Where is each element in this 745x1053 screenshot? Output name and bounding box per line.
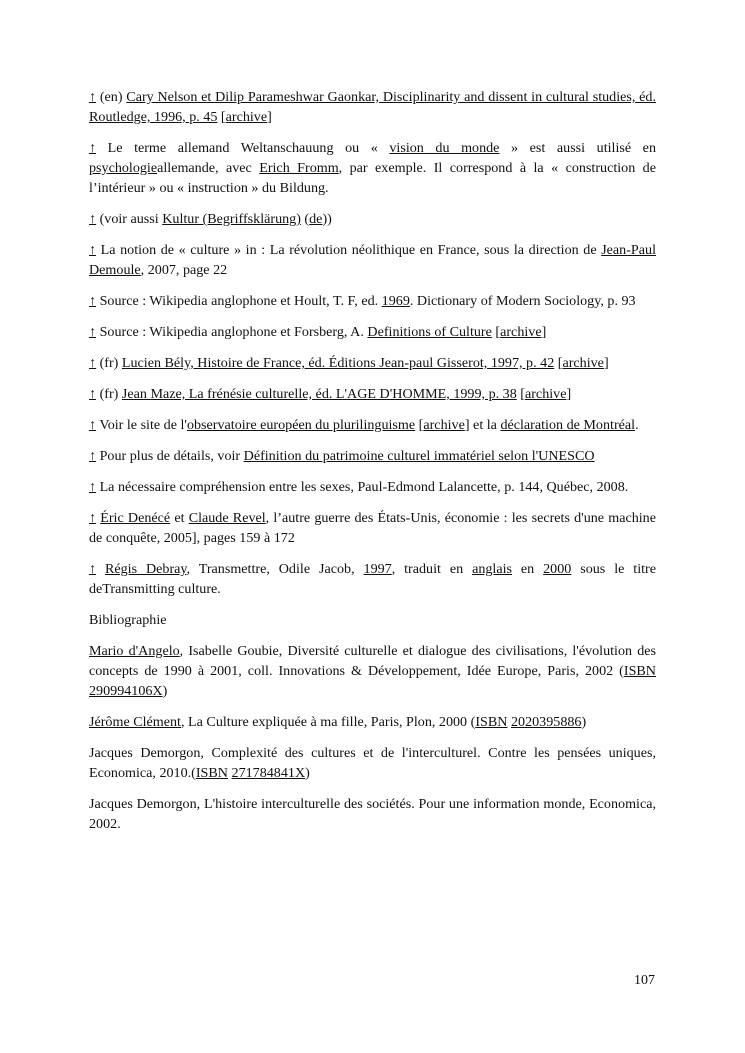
- eric-denece-link[interactable]: Éric Denécé: [100, 510, 171, 526]
- definitions-of-culture-link[interactable]: Definitions of Culture: [367, 324, 492, 340]
- footnote-7: ↑ (fr) Lucien Bély, Histoire de France, éd. Éditions Jean-paul Gisserot, 1997, p. 42 [archive]: [89, 355, 609, 371]
- back-arrow-link[interactable]: ↑: [89, 293, 97, 309]
- bib-entry-3: Jacques Demorgon, Complexité des cultures et de l'interculturel. Contre les pensées uniques, Economica, 2010.(ISBN 271784841X): [89, 745, 656, 781]
- regis-debray-link[interactable]: Régis Debray: [104, 561, 187, 577]
- year-1997-link[interactable]: 1997: [363, 561, 392, 577]
- back-arrow-link[interactable]: ↑: [89, 242, 97, 258]
- de-link[interactable]: de: [309, 211, 323, 227]
- reference-link[interactable]: Lucien Bély, Histoire de France, éd. Éditions Jean-paul Gisserot, 1997, p. 42: [121, 355, 555, 371]
- isbn-number-link[interactable]: 271784841X: [231, 765, 306, 781]
- footnote-1: ↑ (en) Cary Nelson et Dilip Parameshwar Gaonkar, Disciplinarity and dissent in cultural studies, éd. Routledge, 1996, p. 45 [archive]: [89, 89, 656, 125]
- anglais-link[interactable]: anglais: [472, 561, 512, 577]
- footnote-2: ↑ Le terme allemand Weltanschauung ou « vision du monde » est aussi utilisé en psychologieallemande, avec Erich Fromm, par exemple. Il correspond à la « construction de l’intérieur » ou « instruction » du Bildung.: [89, 140, 656, 196]
- back-arrow-link[interactable]: ↑: [89, 386, 97, 402]
- back-arrow-link[interactable]: ↑: [89, 510, 97, 526]
- back-arrow-link[interactable]: ↑: [89, 355, 97, 371]
- page-number: 107: [634, 973, 655, 988]
- isbn-link[interactable]: ISBN: [623, 663, 656, 679]
- back-arrow-link[interactable]: ↑: [89, 89, 97, 105]
- bib-entry-4: Jacques Demorgon, L'histoire interculturelle des sociétés. Pour une information monde, Economica, 2002.: [89, 796, 656, 832]
- bibliography-heading: Bibliographie: [89, 612, 167, 628]
- year-1969-link[interactable]: 1969: [381, 293, 410, 309]
- bib-entry-2: Jérôme Clément, La Culture expliquée à ma fille, Paris, Plon, 2000 (ISBN 2020395886): [89, 714, 587, 730]
- erich-fromm-link[interactable]: Erich Fromm: [259, 160, 339, 176]
- back-arrow-link[interactable]: ↑: [89, 561, 97, 577]
- back-arrow-link[interactable]: ↑: [89, 324, 97, 340]
- footnote-8: ↑ (fr) Jean Maze, La frénésie culturelle, éd. L'AGE D'HOMME, 1999, p. 38 [archive]: [89, 386, 572, 402]
- back-arrow-link[interactable]: ↑: [89, 417, 97, 433]
- year-2000-link[interactable]: 2000: [543, 561, 572, 577]
- footnote-4: ↑ La notion de « culture » in : La révolution néolithique en France, sous la direction de Jean-Paul Demoule, 2007, page 22: [89, 242, 656, 278]
- footnote-6: ↑ Source : Wikipedia anglophone et Forsberg, A. Definitions of Culture [archive]: [89, 324, 547, 340]
- back-arrow-link[interactable]: ↑: [89, 479, 97, 495]
- footnote-11: ↑ La nécessaire compréhension entre les sexes, Paul-Edmond Lalancette, p. 144, Québec, 2008.: [89, 479, 629, 495]
- footnote-12: ↑ Éric Denécé et Claude Revel, l’autre guerre des États-Unis, économie : les secrets d'une machine de conquête, 2005], pages 159 à 172: [89, 510, 656, 546]
- back-arrow-link[interactable]: ↑: [89, 211, 97, 227]
- mario-dangelo-link[interactable]: Mario d'Angelo: [89, 643, 180, 659]
- archive-link[interactable]: archive: [225, 109, 268, 125]
- footnote-10: ↑ Pour plus de détails, voir Définition du patrimoine culturel immatériel selon l'UNESCO: [89, 448, 595, 464]
- jerome-clement-link[interactable]: Jérôme Clément: [89, 714, 181, 730]
- isbn-number-link[interactable]: 2020395886: [510, 714, 582, 730]
- psychologie-link[interactable]: psychologie: [89, 160, 158, 176]
- archive-link[interactable]: archive: [423, 417, 465, 433]
- bib-entry-1: Mario d'Angelo, Isabelle Goubie, Diversité culturelle et dialogue des civilisations, l'évolution des concepts de 1990 à 2001, coll. Innovations & Développement, Idée Europe, Paris, 2002 (ISBN 290994106X): [89, 643, 656, 699]
- archive-link[interactable]: archive: [500, 324, 542, 340]
- page-content: [89, 87, 656, 845]
- observatoire-link[interactable]: observatoire européen du plurilinguisme: [186, 417, 416, 433]
- isbn-number-link[interactable]: 290994106X: [89, 683, 163, 699]
- jean-paul-demoule-link[interactable]: Jean-Paul Demoule: [89, 242, 656, 278]
- declaration-montreal-link[interactable]: déclaration de Montréal: [500, 417, 636, 433]
- reference-link[interactable]: Cary Nelson et Dilip Parameshwar Gaonkar, Disciplinarity and dissent in cultural studies, éd. Routledge, 1996, p. 45: [89, 89, 656, 125]
- archive-link[interactable]: archive: [562, 355, 604, 371]
- isbn-link[interactable]: ISBN: [475, 714, 508, 730]
- footnote-13: ↑ Régis Debray, Transmettre, Odile Jacob, 1997, traduit en anglais en 2000 sous le titre deTransmitting culture.: [89, 561, 656, 597]
- footnote-9: ↑ Voir le site de l'observatoire européen du plurilinguisme [archive] et la déclaration de Montréal.: [89, 417, 639, 433]
- kultur-link[interactable]: Kultur (Begriffsklärung): [162, 211, 301, 227]
- back-arrow-link[interactable]: ↑: [89, 140, 97, 156]
- vision-du-monde-link[interactable]: vision du monde: [389, 140, 500, 156]
- back-arrow-link[interactable]: ↑: [89, 448, 97, 464]
- unesco-definition-link[interactable]: Définition du patrimoine culturel immatériel selon l'UNESCO: [243, 448, 595, 464]
- reference-link[interactable]: Jean Maze, La frénésie culturelle, éd. L'AGE D'HOMME, 1999, p. 38: [121, 386, 517, 402]
- isbn-link[interactable]: ISBN: [195, 765, 228, 781]
- archive-link[interactable]: archive: [524, 386, 567, 402]
- footnote-3: ↑ (voir aussi Kultur (Begriffsklärung) (de)): [89, 211, 332, 227]
- footnote-5: ↑ Source : Wikipedia anglophone et Hoult, T. F, ed. 1969. Dictionary of Modern Sociology, p. 93: [89, 293, 636, 309]
- claude-revel-link[interactable]: Claude Revel: [188, 510, 266, 526]
